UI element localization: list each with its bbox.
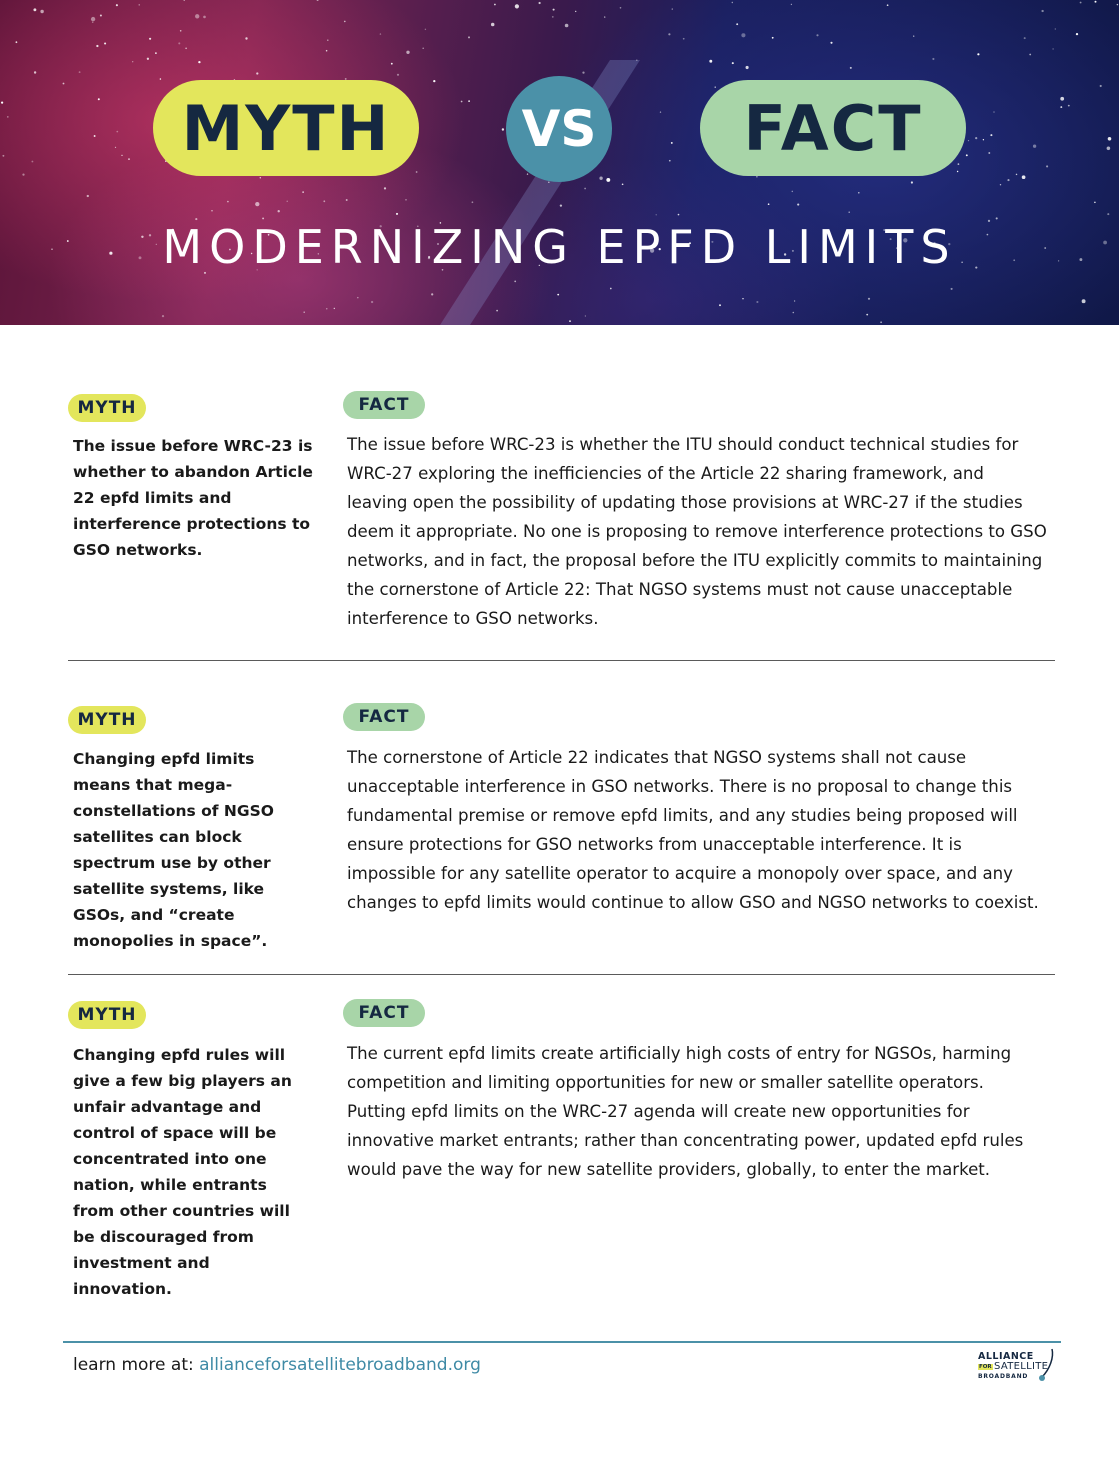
star xyxy=(425,29,426,30)
section-divider xyxy=(68,974,1055,975)
star xyxy=(303,311,304,312)
myth-statement: The issue before WRC-23 is whether to abandon Article 22 epfd limits and interference protections to GSO networks. xyxy=(73,437,313,559)
star xyxy=(732,62,734,64)
star xyxy=(772,37,774,39)
star xyxy=(1055,28,1056,29)
star xyxy=(797,204,799,206)
star xyxy=(791,4,792,5)
fact-tag: FACT xyxy=(343,703,425,731)
star xyxy=(326,50,328,52)
star xyxy=(346,199,348,201)
star xyxy=(357,297,359,299)
star xyxy=(468,100,470,102)
myth-header-pill: MYTH xyxy=(153,80,419,176)
star xyxy=(951,288,953,290)
myth-statement: Changing epfd limits means that mega-constellations of NGSO satellites can block spectrum use by other satellite systems, like GSOs, and “create monopolies in space”. xyxy=(73,750,274,950)
star xyxy=(278,210,280,212)
star xyxy=(1041,10,1043,12)
star xyxy=(683,38,685,40)
star xyxy=(461,101,463,103)
star xyxy=(96,45,98,47)
star xyxy=(34,71,36,73)
logo-line-broadband: BROADBAND xyxy=(978,1373,1029,1380)
star xyxy=(1108,137,1112,141)
star xyxy=(816,34,818,36)
star xyxy=(180,30,182,32)
star xyxy=(1060,97,1064,101)
star xyxy=(433,80,435,82)
star xyxy=(599,177,602,180)
fact-statement: The issue before WRC-23 is whether the ITU should conduct technical studies for WRC-27 exploring the inefficiencies of the Article 22 sharing framework, and leaving open the possibility of updating those provisions at WRC-27 if the studies deem it appropriate. No one is proposing to remove interference protections to GSO networks, and in fact, the proposal before the ITU explicitly commits to maintaining the cornerstone of Article 22: That NGSO systems must not cause unacceptable interference to GSO networks. xyxy=(347,435,1047,628)
star xyxy=(116,131,118,133)
star xyxy=(1052,48,1053,49)
star xyxy=(1082,299,1086,303)
vs-circle: VS xyxy=(506,76,612,182)
star xyxy=(958,163,960,165)
star xyxy=(195,14,199,18)
star xyxy=(756,301,758,303)
star xyxy=(211,210,212,211)
website-link[interactable]: allianceforsatellitebroadband.org xyxy=(199,1355,481,1375)
myth-tag: MYTH xyxy=(68,706,146,734)
star xyxy=(868,298,870,300)
star xyxy=(911,181,913,183)
star xyxy=(569,320,571,322)
satellite-swoosh-icon xyxy=(1036,1347,1056,1383)
star xyxy=(887,4,889,6)
star xyxy=(198,61,200,63)
star xyxy=(100,14,102,16)
star xyxy=(98,98,100,100)
section-divider xyxy=(68,660,1055,661)
star xyxy=(16,41,18,43)
myth-tag: MYTH xyxy=(68,394,146,422)
star xyxy=(491,23,495,27)
star xyxy=(344,21,346,23)
star xyxy=(31,161,33,163)
star xyxy=(147,58,149,60)
star xyxy=(1060,106,1062,108)
star xyxy=(115,147,116,148)
star xyxy=(116,4,118,6)
logo-line-for: FOR xyxy=(979,1364,992,1370)
myth-tag: MYTH xyxy=(68,1001,146,1029)
star xyxy=(160,78,162,80)
star xyxy=(40,10,43,13)
star xyxy=(968,140,969,141)
star xyxy=(709,60,712,63)
star xyxy=(91,17,95,21)
star xyxy=(552,16,554,18)
star xyxy=(323,200,325,202)
star xyxy=(422,48,424,50)
star xyxy=(793,312,795,314)
star xyxy=(866,314,868,316)
star xyxy=(256,72,258,74)
star xyxy=(768,203,770,205)
star xyxy=(1117,4,1118,5)
star xyxy=(1100,85,1102,87)
star xyxy=(63,83,65,85)
star xyxy=(1007,179,1009,181)
star xyxy=(149,38,151,40)
page-title: MODERNIZING EPFD LIMITS xyxy=(162,220,957,274)
star xyxy=(606,178,610,182)
star xyxy=(990,134,992,136)
star xyxy=(104,42,106,44)
star xyxy=(121,155,122,156)
star xyxy=(94,135,96,137)
star xyxy=(1046,165,1048,167)
star xyxy=(139,4,140,5)
star xyxy=(736,23,738,25)
star xyxy=(502,128,504,130)
star xyxy=(604,16,605,17)
star xyxy=(155,52,157,54)
star xyxy=(371,301,373,303)
star xyxy=(850,67,852,69)
star xyxy=(334,308,335,309)
star xyxy=(1107,147,1111,151)
star xyxy=(539,2,541,4)
star xyxy=(993,111,995,113)
star xyxy=(255,202,259,206)
star xyxy=(406,51,409,54)
star xyxy=(660,111,661,112)
star xyxy=(132,61,133,62)
star xyxy=(391,63,393,65)
star xyxy=(260,177,261,178)
star xyxy=(87,195,89,197)
star xyxy=(880,321,882,323)
star xyxy=(732,2,733,3)
star xyxy=(1024,37,1026,39)
star xyxy=(431,293,433,295)
star xyxy=(672,8,673,9)
star xyxy=(203,16,206,19)
fact-tag: FACT xyxy=(343,391,425,419)
star xyxy=(756,176,758,178)
star xyxy=(7,116,9,118)
star xyxy=(565,24,569,28)
star xyxy=(557,294,559,296)
star xyxy=(830,42,832,44)
footer xyxy=(73,1353,481,1377)
star xyxy=(79,71,81,73)
star xyxy=(932,58,934,60)
star xyxy=(245,37,247,39)
alliance-logo xyxy=(976,1347,1056,1383)
star xyxy=(792,191,794,193)
star xyxy=(741,33,745,37)
star xyxy=(742,298,743,299)
star xyxy=(397,74,399,76)
star xyxy=(719,304,721,306)
star xyxy=(1029,54,1031,56)
star xyxy=(1107,213,1109,215)
star xyxy=(287,201,288,202)
star xyxy=(668,33,670,35)
star xyxy=(678,214,680,216)
star xyxy=(1095,1,1097,3)
star xyxy=(1022,175,1026,179)
star xyxy=(384,187,386,189)
star xyxy=(794,300,795,301)
star xyxy=(1016,174,1018,176)
star xyxy=(515,4,519,8)
star xyxy=(185,48,187,50)
star xyxy=(227,201,229,203)
star xyxy=(468,36,470,38)
star xyxy=(302,191,303,192)
star xyxy=(527,173,528,174)
star xyxy=(913,35,914,36)
star xyxy=(548,182,550,184)
star xyxy=(396,213,398,215)
star xyxy=(514,281,516,283)
star xyxy=(983,139,984,140)
star xyxy=(1068,105,1070,107)
star xyxy=(22,173,24,175)
star xyxy=(560,204,562,206)
star xyxy=(1000,184,1001,185)
myth-statement: Changing epfd rules will give a few big players an unfair advantage and control of space will be concentrated into one nation, while entrants from other countries will be discouraged from investment and innovation. xyxy=(73,1046,292,1298)
star xyxy=(496,310,498,312)
star xyxy=(2,155,4,157)
star xyxy=(162,315,164,317)
star xyxy=(715,86,716,87)
star xyxy=(582,71,584,73)
star xyxy=(184,0,185,1)
star xyxy=(656,214,657,215)
star xyxy=(1076,33,1078,35)
star xyxy=(327,39,328,40)
fact-header-pill: FACT xyxy=(700,80,966,176)
star xyxy=(988,152,990,154)
star xyxy=(746,66,749,69)
star xyxy=(966,154,968,156)
star xyxy=(553,9,555,11)
star xyxy=(326,308,327,309)
star xyxy=(494,4,496,6)
star xyxy=(584,188,586,190)
star xyxy=(1,102,3,104)
logo-line-satellite: SATELLITE xyxy=(994,1361,1049,1372)
star xyxy=(957,171,958,172)
star xyxy=(178,42,180,44)
star xyxy=(1033,145,1036,148)
footer-prefix: learn more at: xyxy=(73,1355,200,1375)
star xyxy=(585,315,586,316)
star xyxy=(92,21,94,23)
star xyxy=(671,142,673,144)
star xyxy=(416,171,418,173)
star xyxy=(610,288,612,290)
star xyxy=(472,201,474,203)
star xyxy=(33,8,36,11)
star xyxy=(975,137,977,139)
star xyxy=(622,183,624,185)
fact-statement: The cornerstone of Article 22 indicates that NGSO systems shall not cause unacceptable interference in GSO networks. There is no proposal to change this fundamental premise or remove epfd limits, and any studies being proposed will ensure protections for GSO networks from unacceptable interference. It is impossible for any satellite operator to acquire a monopoly over space, and any changes to epfd limits would continue to allow GSO and NGSO networks to coexist. xyxy=(347,748,1039,912)
footer-rule xyxy=(63,1341,1061,1343)
star xyxy=(380,33,381,34)
star xyxy=(977,53,979,55)
fact-statement: The current epfd limits create artificially high costs of entry for NGSOs, harming competition and limiting opportunities for new or smaller satellite operators. Putting epfd limits on the WRC-27 agenda will create new opportunities for innovative market entrants; rather than concentrating power, updated epfd rules would pave the way for new satellite providers, globally, to enter the market. xyxy=(347,1044,1024,1179)
star xyxy=(128,158,130,160)
star xyxy=(405,199,407,201)
star xyxy=(858,192,860,194)
star xyxy=(317,0,319,1)
star xyxy=(669,160,671,162)
star xyxy=(636,59,637,60)
star xyxy=(620,7,622,9)
star xyxy=(848,211,849,212)
star xyxy=(1080,2,1082,4)
hero-banner xyxy=(0,0,1119,325)
fact-tag: FACT xyxy=(343,999,425,1027)
star xyxy=(575,11,576,12)
star xyxy=(1094,202,1095,203)
logo-line-alliance: ALLIANCE xyxy=(978,1351,1034,1362)
